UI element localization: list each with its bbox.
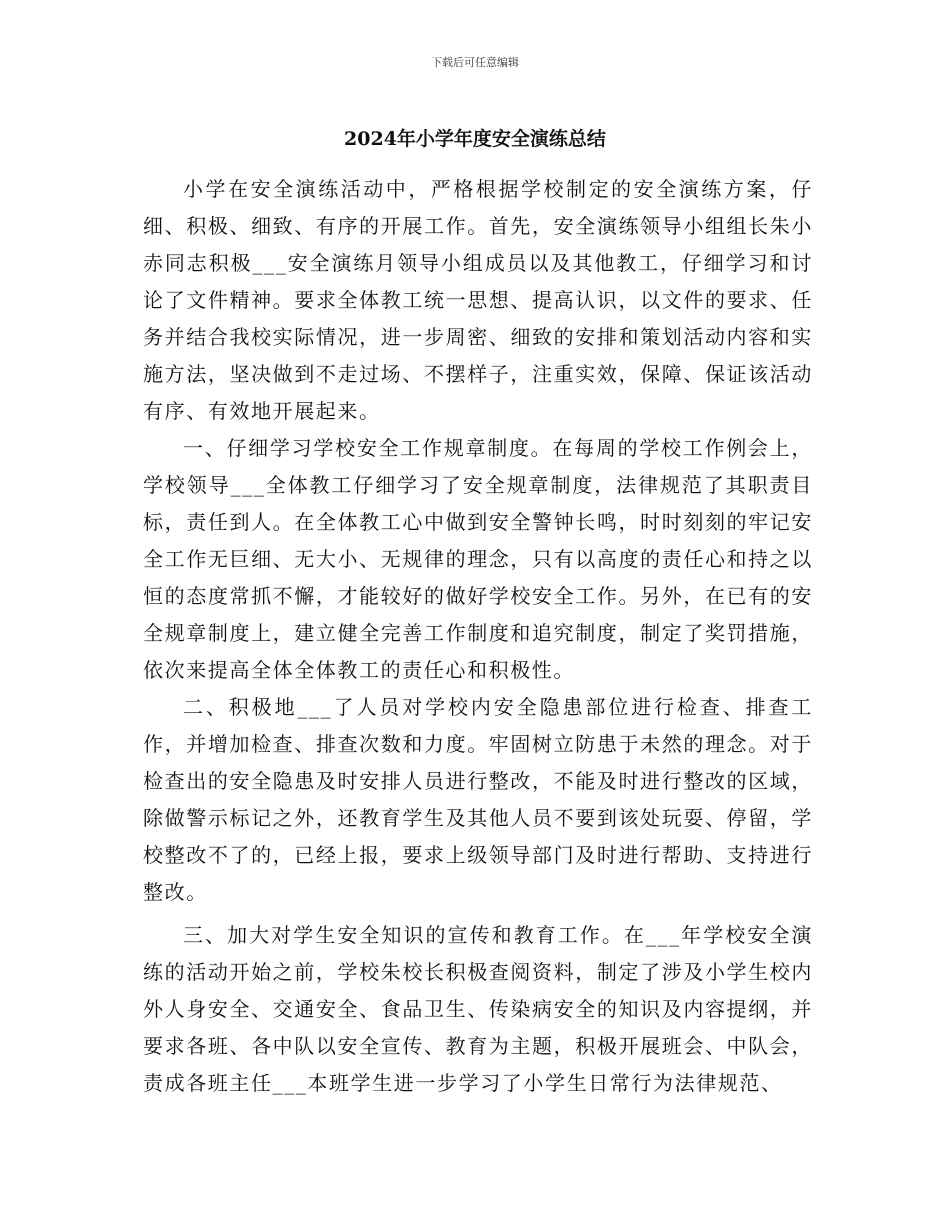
paragraph-intro: 小学在安全演练活动中，严格根据学校制定的安全演练方案，仔细、积极、细致、有序的开展工作。首先，安全演练领导小组组长朱小赤同志积极___安全演练月领导小组成员以及其他教工，仔细学习和讨论了文件精神。要求全体教工统一思想、提高认识，以文件的要求、任务并结合我校实际情况，进一步周密、细致的安排和策划活动内容和实施方法，坚决做到不走过场、不摆样子，注重实效，保障、保证该活动有序、有效地开展起来。	[143, 177, 813, 423]
paragraph-section-2: 二、积极地___了人员对学校内安全隐患部位进行检查、排查工作，并增加检查、排查次数和力度。牢固树立防患于未然的理念。对于检查出的安全隐患及时安排人员进行整改，不能及时进行整改的区域，除做警示标记之外，还教育学生及其他人员不要到该处玩耍、停留，学校整改不了的，已经上报，要求上级领导部门及时进行帮助、支持进行整改。	[143, 695, 813, 904]
document-body	[143, 171, 813, 1102]
paragraph-section-1: 一、仔细学习学校安全工作规章制度。在每周的学校工作例会上，学校领导___全体教工仔细学习了安全规章制度，法律规范了其职责目标，责任到人。在全体教工心中做到安全警钟长鸣，时时刻刻的牢记安全工作无巨细、无大小、无规律的理念，只有以高度的责任心和持之以恒的态度常抓不懈，才能较好的做好学校安全工作。另外，在已有的安全规章制度上，建立健全完善工作制度和追究制度，制定了奖罚措施，依次来提高全体全体教工的责任心和积极性。	[143, 436, 813, 682]
paragraph-section-3: 三、加大对学生安全知识的宣传和教育工作。在___年学校安全演练的活动开始之前，学校朱校长积极查阅资料，制定了涉及小学生校内外人身安全、交通安全、食品卫生、传染病安全的知识及内容提纲，并要求各班、各中队以安全宣传、教育为主题，积极开展班会、中队会，责成各班主任___本班学生进一步学习了小学生日常行为法律规范、	[143, 923, 813, 1095]
document-title: 2024年小学年度安全演练总结	[344, 128, 606, 150]
header-note: 下载后可任意编辑	[431, 56, 519, 69]
